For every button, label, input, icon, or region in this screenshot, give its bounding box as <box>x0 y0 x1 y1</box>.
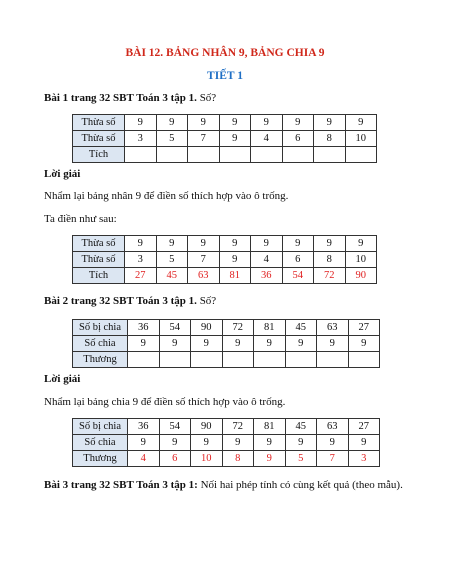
row-label: Thừa số <box>73 115 125 131</box>
solution-heading: Lời giải <box>44 168 81 180</box>
table-cell: 9 <box>219 131 251 147</box>
table-cell: 9 <box>188 115 220 131</box>
exercise-2-title: Bài 2 trang 32 SBT Toán 3 tập 1. <box>44 295 197 307</box>
exercise-1-question: Số? <box>199 92 217 104</box>
table-cell: 72 <box>222 320 254 336</box>
table-cell: 9 <box>159 336 191 352</box>
table-cell: 9 <box>156 115 188 131</box>
table-row <box>73 451 380 467</box>
table-cell: 9 <box>282 115 314 131</box>
table-cell: 9 <box>254 435 286 451</box>
empty-cell <box>156 147 188 163</box>
table-row <box>73 236 377 252</box>
table-cell: 9 <box>317 336 349 352</box>
table-row <box>73 336 380 352</box>
table-cell: 9 <box>128 435 160 451</box>
section-title: TIẾT 1 <box>207 70 243 82</box>
table-cell: 6 <box>282 252 314 268</box>
empty-cell <box>282 147 314 163</box>
exercise-2-table <box>72 319 380 368</box>
table-row <box>73 352 380 368</box>
table-cell: 3 <box>125 131 157 147</box>
table-row <box>73 320 380 336</box>
table-cell: 81 <box>254 419 286 435</box>
row-label: Thừa số <box>73 252 125 268</box>
table-cell: 54 <box>159 419 191 435</box>
answer-cell: 8 <box>222 451 254 467</box>
table-cell: 9 <box>219 252 251 268</box>
row-label: Số chia <box>73 336 128 352</box>
table-cell: 9 <box>282 236 314 252</box>
exercise-1-title: Bài 1 trang 32 SBT Toán 3 tập 1. <box>44 92 197 104</box>
table-cell: 5 <box>156 252 188 268</box>
table-cell: 63 <box>317 419 349 435</box>
table-cell: 81 <box>254 320 286 336</box>
lesson-title: BÀI 12. BẢNG NHÂN 9, BẢNG CHIA 9 <box>125 47 325 59</box>
exercise-1-table <box>72 114 377 163</box>
empty-cell <box>188 147 220 163</box>
table-row <box>73 419 380 435</box>
table-cell: 9 <box>222 435 254 451</box>
table-cell: 10 <box>345 252 377 268</box>
answer-cell: 45 <box>156 268 188 284</box>
table-cell: 9 <box>128 336 160 352</box>
row-label: Thương <box>73 451 128 467</box>
table-cell: 9 <box>125 236 157 252</box>
table-cell: 45 <box>285 419 317 435</box>
table-row <box>73 268 377 284</box>
empty-cell <box>222 352 254 368</box>
empty-cell <box>128 352 160 368</box>
exercise-1-answer-table <box>72 235 377 284</box>
exercise-3-question: Nối hai phép tính có cùng kết quả (theo mẫu). <box>200 479 403 491</box>
table-cell: 9 <box>285 435 317 451</box>
table-cell: 72 <box>222 419 254 435</box>
table-cell: 9 <box>348 336 380 352</box>
row-label: Thừa số <box>73 131 125 147</box>
empty-cell <box>345 147 377 163</box>
table-row <box>73 115 377 131</box>
table-cell: 6 <box>282 131 314 147</box>
table-cell: 9 <box>191 435 223 451</box>
empty-cell <box>254 352 286 368</box>
empty-cell <box>251 147 283 163</box>
empty-cell <box>285 352 317 368</box>
table-cell: 36 <box>128 419 160 435</box>
table-row <box>73 252 377 268</box>
solution-text: Nhẩm lại bảng chia 9 để điền số thích hợp vào ô trống. <box>44 396 286 408</box>
answer-cell: 27 <box>125 268 157 284</box>
table-cell: 3 <box>125 252 157 268</box>
table-cell: 45 <box>285 320 317 336</box>
empty-cell <box>219 147 251 163</box>
table-cell: 8 <box>314 131 346 147</box>
table-cell: 9 <box>345 115 377 131</box>
table-cell: 9 <box>191 336 223 352</box>
table-cell: 90 <box>191 320 223 336</box>
table-row <box>73 435 380 451</box>
table-cell: 9 <box>314 115 346 131</box>
row-label: Số bị chia <box>73 419 128 435</box>
row-label: Thừa số <box>73 236 125 252</box>
row-label: Thương <box>73 352 128 368</box>
row-label: Tích <box>73 268 125 284</box>
empty-cell <box>159 352 191 368</box>
table-row <box>73 131 377 147</box>
exercise-1-heading <box>44 92 216 104</box>
table-cell: 9 <box>317 435 349 451</box>
table-cell: 9 <box>345 236 377 252</box>
exercise-3-heading <box>44 479 403 491</box>
table-cell: 9 <box>188 236 220 252</box>
table-cell: 9 <box>251 236 283 252</box>
row-label: Số chia <box>73 435 128 451</box>
table-cell: 9 <box>251 115 283 131</box>
answer-cell: 5 <box>285 451 317 467</box>
answer-cell: 10 <box>191 451 223 467</box>
row-label: Tích <box>73 147 125 163</box>
answer-cell: 3 <box>348 451 380 467</box>
table-cell: 27 <box>348 419 380 435</box>
table-cell: 9 <box>348 435 380 451</box>
table-cell: 9 <box>285 336 317 352</box>
solution-text: Nhẩm lại bảng nhân 9 để điền số thích hợp vào ô trống. <box>44 190 289 202</box>
answer-cell: 90 <box>345 268 377 284</box>
table-cell: 7 <box>188 131 220 147</box>
table-cell: 7 <box>188 252 220 268</box>
answer-cell: 63 <box>188 268 220 284</box>
answer-cell: 54 <box>282 268 314 284</box>
table-cell: 54 <box>159 320 191 336</box>
table-cell: 36 <box>128 320 160 336</box>
answer-cell: 4 <box>128 451 160 467</box>
table-cell: 27 <box>348 320 380 336</box>
answer-cell: 7 <box>317 451 349 467</box>
empty-cell <box>317 352 349 368</box>
solution-heading: Lời giải <box>44 373 81 385</box>
table-cell: 9 <box>219 236 251 252</box>
table-cell: 8 <box>314 252 346 268</box>
table-cell: 9 <box>222 336 254 352</box>
exercise-2-answer-table <box>72 418 380 467</box>
fill-instruction: Ta điền như sau: <box>44 213 117 225</box>
table-cell: 90 <box>191 419 223 435</box>
empty-cell <box>191 352 223 368</box>
exercise-3-title: Bài 3 trang 32 SBT Toán 3 tập 1: <box>44 479 198 491</box>
table-cell: 9 <box>125 115 157 131</box>
answer-cell: 81 <box>219 268 251 284</box>
table-row <box>73 147 377 163</box>
answer-cell: 72 <box>314 268 346 284</box>
table-cell: 9 <box>219 115 251 131</box>
table-cell: 63 <box>317 320 349 336</box>
table-cell: 9 <box>156 236 188 252</box>
empty-cell <box>348 352 380 368</box>
answer-cell: 6 <box>159 451 191 467</box>
empty-cell <box>125 147 157 163</box>
table-cell: 9 <box>159 435 191 451</box>
answer-cell: 36 <box>251 268 283 284</box>
table-cell: 4 <box>251 131 283 147</box>
table-cell: 4 <box>251 252 283 268</box>
row-label: Số bị chia <box>73 320 128 336</box>
table-cell: 5 <box>156 131 188 147</box>
answer-cell: 9 <box>254 451 286 467</box>
exercise-2-question: Số? <box>199 295 217 307</box>
table-cell: 9 <box>314 236 346 252</box>
exercise-2-heading <box>44 295 216 307</box>
table-cell: 10 <box>345 131 377 147</box>
table-cell: 9 <box>254 336 286 352</box>
empty-cell <box>314 147 346 163</box>
